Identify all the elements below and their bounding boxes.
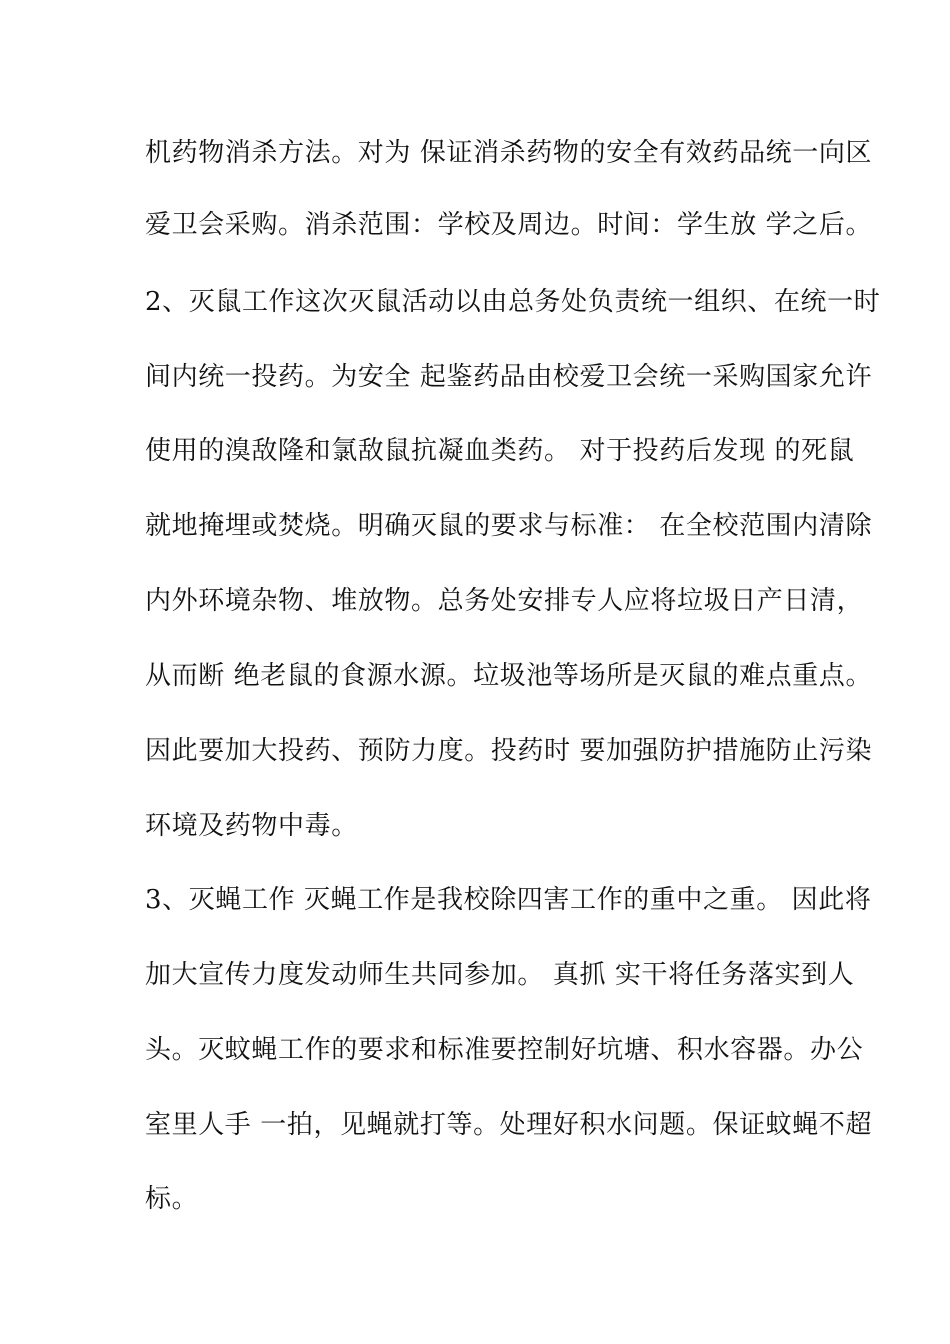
text-line-3: 2、灭鼠工作这次灭鼠活动以由总务处负责统一组织、在统一时 [145, 287, 881, 317]
text-line-13: 头。灭蚊蝇工作的要求和标准要控制好坑塘、积水容器。办公 [145, 1035, 864, 1065]
text-line-2: 爱卫会采购。消杀范围：学校及周边。时间：学生放 学之后。 [145, 210, 873, 240]
text-line-6: 就地掩埋或焚烧。明确灭鼠的要求与标准： 在全校范围内清除 [145, 511, 873, 541]
text-line-7: 内外环境杂物、堆放物。总务处安排专人应将垃圾日产日清， [145, 586, 864, 616]
text-line-8: 从而断 绝老鼠的食源水源。垃圾池等场所是灭鼠的难点重点。 [145, 661, 873, 691]
text-line-10: 环境及药物中毒。 [145, 811, 358, 841]
text-line-15: 标。 [145, 1184, 199, 1214]
text-line-12: 加大宣传力度发动师生共同参加。 真抓 实干将任务落实到人 [145, 960, 855, 990]
text-line-14: 室里人手 一拍，见蝇就打等。处理好积水问题。保证蚊蝇不超 [145, 1110, 873, 1140]
text-line-4: 间内统一投药。为安全 起鉴药品由校爱卫会统一采购国家允许 [145, 362, 873, 392]
text-line-1: 机药物消杀方法。对为 保证消杀药物的安全有效药品统一向区 [145, 138, 873, 168]
text-line-9: 因此要加大投药、预防力度。投药时 要加强防护措施防止污染 [145, 736, 873, 766]
text-line-5: 使用的溴敌隆和氯敌鼠抗凝血类药。 对于投药后发现 的死鼠 [145, 436, 855, 466]
text-line-11: 3、灭蝇工作 灭蝇工作是我校除四害工作的重中之重。 因此将 [145, 885, 872, 915]
